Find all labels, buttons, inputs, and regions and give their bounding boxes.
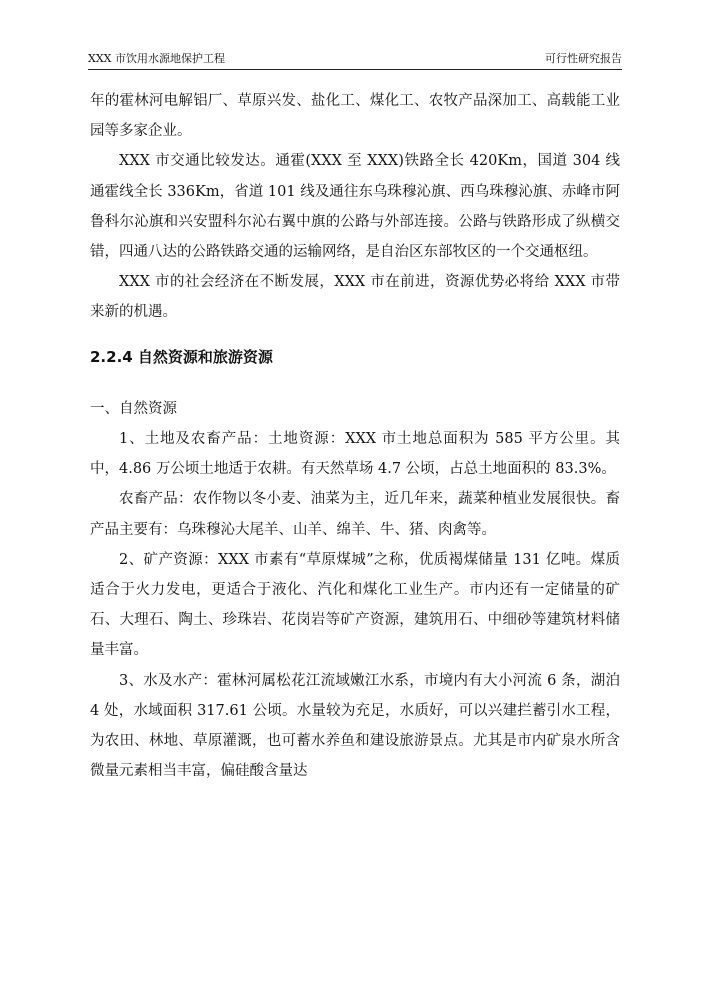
section-subheading: 一、自然资源 [90,400,177,417]
header-report-type: 可行性研究报告 [545,52,622,65]
paragraph-enterprises: 年的霍林河电解铝厂、草原兴发、盐化工、煤化工、农牧产品深加工、高载能工业园等多家企业。 [90,93,620,140]
paragraph-economy: XXX 市的社会经济在不断发展，XXX 市在前进，资源优势必将给 XXX 市带来新的机遇。 [90,274,620,321]
paragraph-water: 3、水及水产：霍林河属松花江流域嫩江水系，市境内有大小河流 6 条，湖泊 4 处，水域面积 317.61 公顷。水量较为充足，水质好，可以兴建拦蓄引水工程，为农田、林地、草原灌溉，也可蓄水养鱼和建设旅游景点。尤其是市内矿泉水所含微量元素相当丰富，偏硅酸含量达 [90,672,620,780]
paragraph-transport: XXX 市交通比较发达。通霍(XXX 至 XXX)铁路全长 420Km，国道 304 线通霍线全长 336Km，省道 101 线及通往东乌珠穆沁旗、西乌珠穆沁旗、赤峰市阿鲁科尔沁旗和兴安盟科尔沁右翼中旗的公路与外部连接。公路与铁路形成了纵横交错，四通八达的公路铁路交通的运输网络，是自治区东部牧区的一个交通枢纽。 [90,153,620,261]
section-heading: 2.2.4 自然资源和旅游资源 [90,347,273,366]
paragraph-land: 1、土地及农畜产品：土地资源：XXX 市土地总面积为 585 平方公里。其中，4.86 万公顷土地适于农耕。有天然草场 4.7 公顷，占总土地面积的 83.3%。 [90,431,620,478]
document-body [90,86,620,786]
paragraph-agriculture: 农畜产品：农作物以冬小麦、油菜为主，近几年来，蔬菜种植业发展很快。畜产品主要有：乌珠穆沁大尾羊、山羊、绵羊、牛、猪、肉禽等。 [90,491,620,538]
paragraph-minerals: 2、矿产资源：XXX 市素有“草原煤城”之称，优质褐煤储量 131 亿吨。煤质适合于火力发电，更适合于液化、汽化和煤化工业生产。市内还有一定储量的矿石、大理石、陶土、珍珠岩、花岗岩等矿产资源，建筑用石、中细砂等建筑材料储量丰富。 [90,551,620,659]
page-header [88,49,622,70]
header-project-title: XXX 市饮用水源地保护工程 [88,52,225,65]
